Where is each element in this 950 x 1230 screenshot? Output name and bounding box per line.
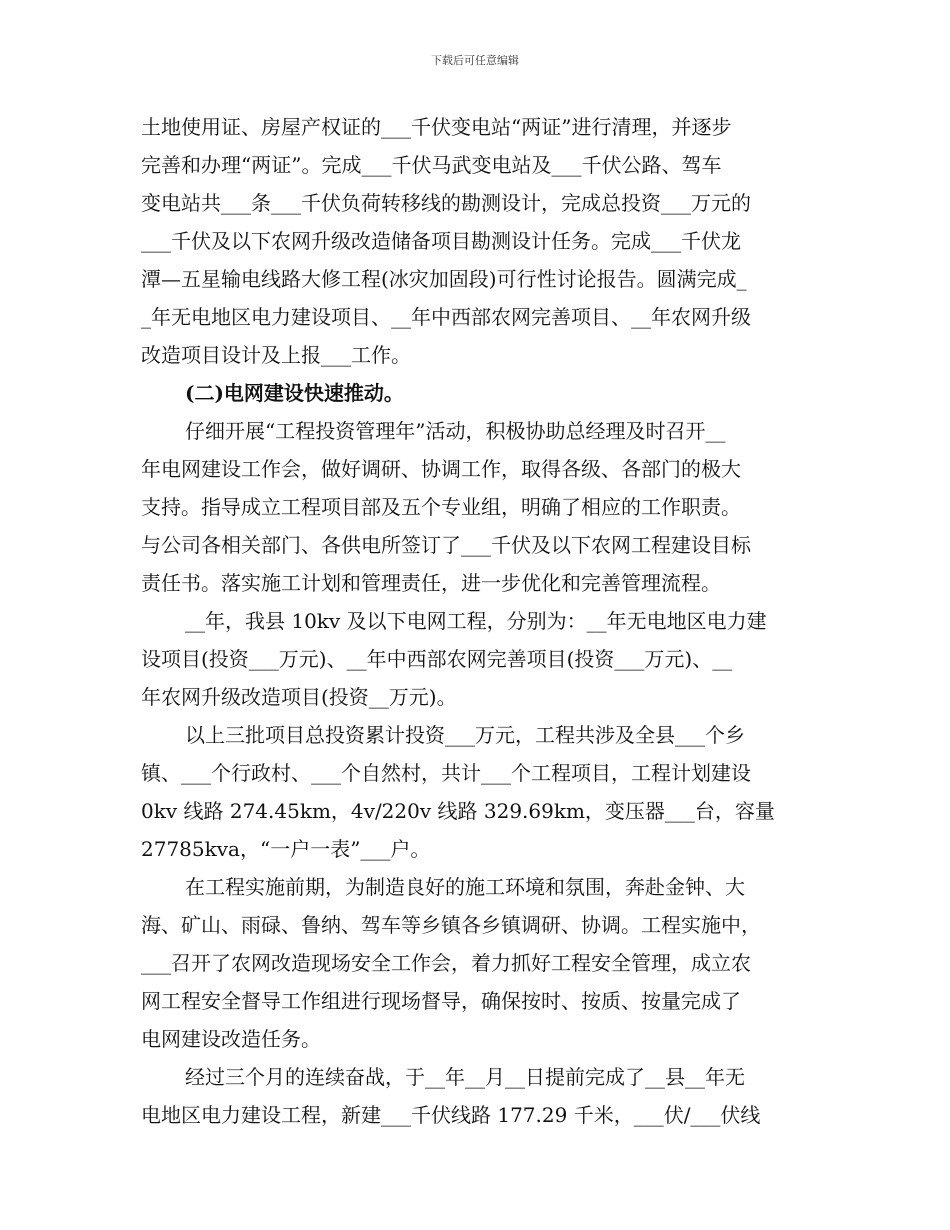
section-heading: (二)电网建设快速推动。 <box>185 381 404 405</box>
text-line: ___召开了农网改造现场安全工作会，着力抓好工程安全管理，成立农 <box>141 951 751 975</box>
text-line: 镇、___个行政村、___个自然村，共计___个工程项目，工程计划建设 <box>141 761 751 785</box>
page-header-note: 下载后可任意编辑 <box>431 54 519 67</box>
text-line: 海、矿山、雨碌、鲁纳、驾车等乡镇各乡镇调研、协调。工程实施中， <box>141 913 761 937</box>
text-line: 与公司各相关部门、各供电所签订了___千伏及以下农网工程建设目标 <box>141 533 751 557</box>
text-line: 支持。指导成立工程项目部及五个专业组，明确了相应的工作职责。 <box>141 495 741 519</box>
document-body <box>141 108 806 1134</box>
text-line: 改造项目设计及上报___工作。 <box>141 343 411 367</box>
text-line: _年无电地区电力建设项目、__年中西部农网完善项目、__年农网升级 <box>141 305 751 329</box>
text-line: 在工程实施前期，为制造良好的施工环境和氛围，奔赴金钟、大 <box>185 875 745 899</box>
text-line: 电地区电力建设工程，新建___千伏线路 177.29 千米，___伏/___伏线 <box>141 1103 761 1127</box>
text-line: 完善和办理“两证”。完成___千伏马武变电站及___千伏公路、驾车 <box>141 153 722 177</box>
text-line: 网工程安全督导工作组进行现场督导，确保按时、按质、按量完成了 <box>141 989 741 1013</box>
text-line: 仔细开展“工程投资管理年”活动，积极协助总经理及时召开__ <box>185 419 726 443</box>
text-line: 设项目(投资___万元)、__年中西部农网完善项目(投资___万元)、__ <box>141 647 733 671</box>
text-line: 以上三批项目总投资累计投资___万元，工程共涉及全县___个乡 <box>185 723 745 747</box>
text-line: 电网建设改造任务。 <box>141 1027 321 1051</box>
text-line: 潭—五星输电线路大修工程(冰灾加固段)可行性讨论报告。圆满完成_ <box>141 267 747 291</box>
text-line: ___千伏及以下农网升级改造储备项目勘测设计任务。完成___千伏龙 <box>141 229 741 253</box>
text-line: __年，我县 10kv 及以下电网工程，分别为：__年无电地区电力建 <box>185 609 767 633</box>
text-line: 0kv 线路 274.45km，4v/220v 线路 329.69km，变压器___台，容量 <box>141 799 775 823</box>
text-line: 变电站共___条___千伏负荷转移线的勘测设计，完成总投资___万元的 <box>141 191 751 215</box>
text-line: 责任书。落实施工计划和管理责任，进一步优化和完善管理流程。 <box>141 571 721 595</box>
text-line: 27785kva，“一户一表”___户。 <box>141 837 431 861</box>
text-line: 年农网升级改造项目(投资__万元)。 <box>141 685 457 709</box>
text-line: 年电网建设工作会，做好调研、协调工作，取得各级、各部门的极大 <box>141 457 741 481</box>
text-line: 土地使用证、房屋产权证的___千伏变电站“两证”进行清理，并逐步 <box>141 115 732 139</box>
text-line: 经过三个月的连续奋战，于__年__月__日提前完成了__县__年无 <box>185 1065 745 1089</box>
